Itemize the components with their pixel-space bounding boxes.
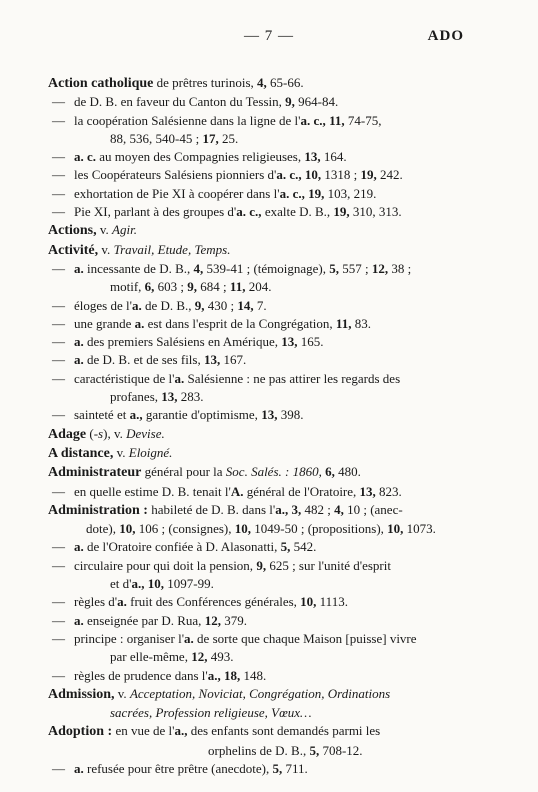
entry-text: refusée pour être prêtre (anecdote),	[83, 760, 273, 776]
entry-text: Pie XI, parlant à des groupes d'	[74, 204, 237, 220]
entry-text: 13,	[304, 149, 321, 165]
entry-text: 14,	[237, 297, 254, 313]
entry-text: 5,	[280, 539, 291, 555]
index-line	[48, 612, 466, 630]
entry-text: général de l'Oratoire,	[243, 483, 360, 499]
index-line	[48, 315, 466, 333]
entry-text: Eloigné.	[128, 444, 173, 460]
entry-text: de D. B. et de ses fils,	[83, 352, 204, 368]
entry-text: 83.	[351, 315, 371, 331]
entry-text: enseignée par D. Rua,	[83, 612, 205, 628]
entry-text: s	[98, 425, 104, 441]
entry-text: 106 ; (consignes),	[135, 521, 235, 537]
entry-text: 13,	[281, 334, 298, 350]
entry-text: a.	[74, 612, 84, 628]
index-line	[48, 203, 466, 221]
entry-text: a.	[74, 539, 84, 555]
entry-text: 1318 ;	[321, 167, 361, 183]
entry-text: a.,	[129, 407, 143, 423]
entry-text: 480.	[334, 464, 361, 480]
index-line	[48, 74, 466, 93]
index-line	[48, 333, 466, 351]
index-line	[48, 297, 466, 315]
entry-text: 103, 219.	[324, 185, 377, 201]
entry-text: a.	[131, 297, 142, 313]
entry-text: 25.	[218, 130, 239, 146]
entry-text: Devise.	[126, 425, 165, 441]
entry-text: 398.	[277, 407, 304, 423]
entry-text: 11,	[229, 279, 246, 295]
entry-text: v.	[96, 222, 113, 238]
entry-dash: —	[52, 760, 65, 776]
entry-text: a.	[74, 260, 84, 276]
index-line	[48, 241, 466, 260]
entry-text: 10,	[387, 521, 404, 537]
index-line	[48, 501, 466, 520]
index-line	[48, 444, 466, 463]
entry-text: 310, 313.	[349, 204, 402, 220]
entry-text: 542.	[290, 539, 317, 555]
entry-text: 13,	[161, 389, 178, 405]
entry-text: 148.	[240, 667, 267, 683]
entry-text: 9,	[256, 557, 267, 573]
entry-text: 12,	[204, 612, 221, 628]
entry-dash: —	[52, 370, 65, 386]
entry-text: a. c.,	[300, 112, 326, 128]
entry-dash: —	[52, 315, 65, 331]
entry-text: de l'Oratoire confiée à D. Alasonatti,	[83, 539, 281, 555]
entry-text: 165.	[297, 334, 324, 350]
entry-dash: —	[52, 260, 65, 276]
entry-text: des premiers Salésiens en Amérique,	[83, 334, 282, 350]
entry-text: 603 ;	[154, 279, 188, 295]
entry-text: 1073.	[403, 521, 436, 537]
entry-text: habileté de D. B. dans l'	[147, 501, 276, 517]
entry-text: 3,	[291, 501, 302, 517]
entry-dash: —	[52, 407, 65, 423]
entry-text: de D. B. en faveur du Canton du Tessin,	[74, 94, 286, 110]
entry-text: au moyen des Compagnies religieuses,	[96, 149, 305, 165]
entry-text: 10 ; (anec-	[343, 501, 403, 517]
entry-dash: —	[52, 594, 65, 610]
index-line	[48, 520, 466, 538]
entry-text: 17,	[202, 130, 219, 146]
entry-text: 4,	[193, 260, 204, 276]
entry-heading: Adage	[48, 426, 87, 442]
entry-text: Soc. Salés. : 1860,	[225, 464, 322, 480]
entry-text: 10,	[300, 594, 317, 610]
entry-text: Acceptation, Noviciat, Congrégation, Ordinations	[129, 685, 391, 701]
index-line	[48, 760, 466, 778]
entry-text: 11,	[335, 315, 352, 331]
entry-dash: —	[52, 557, 65, 573]
entry-text: 10,	[147, 576, 164, 592]
index-line	[48, 425, 466, 444]
entry-text: a.,	[174, 723, 188, 739]
entry-text: a.	[174, 370, 185, 386]
index-line	[48, 685, 466, 704]
entry-text: 10,	[304, 167, 322, 183]
index-line	[48, 704, 466, 722]
entry-heading: Activité,	[48, 242, 99, 258]
running-head: ADO	[427, 28, 464, 44]
entry-text: 1113.	[316, 594, 348, 610]
entry-text: 9,	[194, 297, 205, 313]
entry-text: 164.	[320, 149, 347, 165]
entry-dash: —	[52, 612, 65, 628]
entry-text: 964-84.	[294, 94, 339, 110]
entry-text: 708-12.	[319, 742, 363, 758]
entry-text: 283.	[177, 389, 204, 405]
entry-text: a. c.,	[276, 167, 302, 183]
entry-text: incessante de D. B.,	[83, 260, 194, 276]
index-line	[48, 722, 466, 741]
entry-text: 65-66.	[266, 75, 304, 90]
entry-text: a.	[134, 315, 145, 331]
entry-dash: —	[52, 539, 65, 555]
entry-heading: Administration :	[48, 502, 148, 518]
entry-heading: Actions,	[48, 223, 97, 239]
entry-dash: —	[52, 204, 65, 220]
entry-dash: —	[52, 352, 65, 368]
entry-text: sacrées, Profession religieuse, Vœux…	[110, 705, 312, 721]
entry-text: A.	[230, 483, 244, 499]
entry-text: a.,	[131, 576, 145, 592]
page-number: — 7 —	[244, 28, 294, 44]
entry-text: 6,	[144, 279, 155, 295]
entry-text: a.	[74, 760, 84, 776]
index-line	[48, 742, 466, 760]
entry-text: général pour la	[141, 464, 226, 480]
entry-text: principe : organiser l'	[74, 630, 185, 646]
entry-text: 10,	[234, 521, 252, 537]
entry-text: 1097-99.	[163, 576, 214, 592]
entry-text: garantie d'optimisme,	[142, 407, 262, 423]
entry-text: 12,	[371, 260, 389, 276]
entry-heading: Adoption :	[48, 724, 113, 740]
index-line	[48, 93, 466, 111]
entry-text: 539-41 ; (témoignage),	[203, 260, 330, 276]
entry-text: 7.	[253, 297, 267, 313]
index-line	[48, 667, 466, 685]
entry-text: a.	[74, 334, 84, 350]
entry-dash: —	[52, 483, 65, 499]
entry-text: 6,	[325, 464, 335, 480]
entry-text: v.	[113, 444, 129, 460]
entry-text: caractéristique de l'	[74, 370, 175, 386]
entry-text: 493.	[207, 649, 234, 665]
entry-heading: Administrateur	[48, 465, 142, 481]
entry-dash: —	[52, 334, 65, 350]
index-line	[48, 593, 466, 611]
entry-text: règles d'	[74, 594, 118, 610]
index-line	[48, 388, 466, 406]
index-line	[48, 483, 466, 501]
entry-text: 19,	[333, 204, 350, 220]
entry-text: a. c.	[74, 149, 97, 165]
entry-text: 167.	[220, 352, 247, 368]
entry-text: est dans l'esprit de la Congrégation,	[144, 315, 336, 331]
entry-dash: —	[52, 167, 65, 183]
index-line	[48, 148, 466, 166]
entry-text: de prêtres turinois,	[153, 75, 258, 90]
index-line	[48, 351, 466, 369]
entry-text: 19,	[308, 185, 325, 201]
index-line	[48, 185, 466, 203]
index-line	[48, 112, 466, 130]
index-line	[48, 463, 466, 482]
entry-text: a. c.,	[236, 204, 262, 220]
entry-text: 430 ;	[204, 297, 238, 313]
index-line	[48, 630, 466, 648]
index-line	[48, 370, 466, 388]
entry-heading: Admission,	[48, 686, 115, 702]
entry-text: 684 ;	[197, 279, 230, 295]
entry-text: a.	[74, 352, 84, 368]
entry-text: 379.	[220, 612, 247, 628]
entry-text: 4,	[257, 75, 267, 90]
entry-text: circulaire pour qui doit la pension,	[74, 557, 257, 573]
entry-text: exhortation de Pie XI à coopérer dans l'	[74, 185, 280, 201]
index-line	[48, 648, 466, 666]
entry-text: a.	[184, 630, 194, 646]
entry-text: 1049-50 ; (propositions),	[251, 521, 388, 537]
entry-text: 13,	[261, 407, 278, 423]
entry-text: fruit des Conférences générales,	[126, 594, 301, 610]
entry-text: Salésienne : ne pas attirer les regards des	[184, 370, 401, 386]
entry-text: des enfants sont demandés parmi les	[187, 723, 381, 739]
entry-text: 10,	[119, 521, 136, 537]
entry-text: 4,	[334, 501, 344, 517]
entry-text: v.	[114, 685, 130, 701]
entry-text: une grande	[74, 315, 135, 331]
entry-text: 13,	[203, 352, 221, 368]
index-line	[48, 406, 466, 424]
index-line	[48, 557, 466, 575]
entry-text: 74-75,	[344, 112, 382, 128]
entry-text: exalte D. B.,	[261, 204, 334, 220]
entry-text: a. c.,	[279, 185, 305, 201]
index-line	[48, 278, 466, 296]
entry-text: profanes,	[110, 389, 162, 405]
entry-heading: A distance,	[48, 445, 114, 461]
entry-dash: —	[52, 149, 65, 165]
entry-text: 11,	[329, 112, 345, 128]
entry-text: 18,	[223, 667, 241, 683]
entry-text: 19,	[360, 167, 377, 183]
entry-text: en quelle estime D. B. tenait l'	[74, 483, 231, 499]
index-line	[48, 130, 466, 148]
entry-dash: —	[52, 185, 65, 201]
index-line	[48, 166, 466, 184]
entry-dash: —	[52, 667, 65, 683]
entry-text: par elle-même,	[110, 649, 192, 665]
entry-text: 9,	[285, 94, 295, 110]
entry-text: de sorte que chaque Maison [puisse] vivre	[193, 630, 417, 646]
entry-dash: —	[52, 94, 65, 110]
entry-text: de D. B.,	[141, 297, 195, 313]
entry-text: 823.	[375, 483, 402, 499]
entry-text: a.,	[275, 501, 289, 517]
entry-dash: —	[52, 630, 65, 646]
entry-text: ), v.	[103, 425, 127, 441]
entry-text: 12,	[191, 649, 208, 665]
entry-text: a.	[117, 594, 127, 610]
entry-text: a.,	[207, 667, 221, 683]
entry-text: 557 ;	[339, 260, 372, 276]
entry-text: 38 ;	[388, 260, 412, 276]
entry-text: 88, 536, 540-45 ;	[110, 130, 203, 146]
entry-text: motif,	[110, 279, 145, 295]
entry-text: 242.	[376, 167, 403, 183]
entry-text: dote),	[86, 521, 120, 537]
entry-text: 13,	[359, 483, 376, 499]
entry-text: et d'	[110, 576, 132, 592]
entry-text: Agir.	[112, 222, 137, 238]
entry-text: 5,	[309, 742, 320, 758]
entry-text: 9,	[187, 279, 198, 295]
entry-text: 204.	[245, 279, 272, 295]
index-line	[48, 575, 466, 593]
entry-text: Travail, Etude, Temps.	[113, 241, 231, 257]
entry-text: en vue de l'	[112, 723, 175, 739]
entry-text: 711.	[282, 760, 308, 776]
entry-text: éloges de l'	[74, 297, 132, 313]
entry-heading: Action catholique	[48, 76, 154, 91]
entry-dash: —	[52, 297, 65, 313]
entry-text: 5,	[329, 260, 340, 276]
entry-text: 5,	[272, 760, 283, 776]
entry-text: les Coopérateurs Salésiens pionniers d'	[74, 167, 277, 183]
entry-dash: —	[52, 112, 65, 128]
index-line	[48, 221, 466, 240]
entry-text: v.	[98, 241, 114, 257]
index-line	[48, 538, 466, 556]
entry-text: règles de prudence dans l'	[74, 667, 208, 683]
index-line	[48, 260, 466, 278]
entry-text: (-	[86, 425, 99, 441]
entry-text: orphelins de D. B.,	[208, 742, 310, 758]
index-body	[48, 74, 466, 778]
entry-text: la coopération Salésienne dans la ligne de l'	[74, 112, 301, 128]
entry-text: 625 ; sur l'unité d'esprit	[266, 557, 391, 573]
entry-text: sainteté et	[74, 407, 130, 423]
entry-text: 482 ;	[301, 501, 335, 517]
